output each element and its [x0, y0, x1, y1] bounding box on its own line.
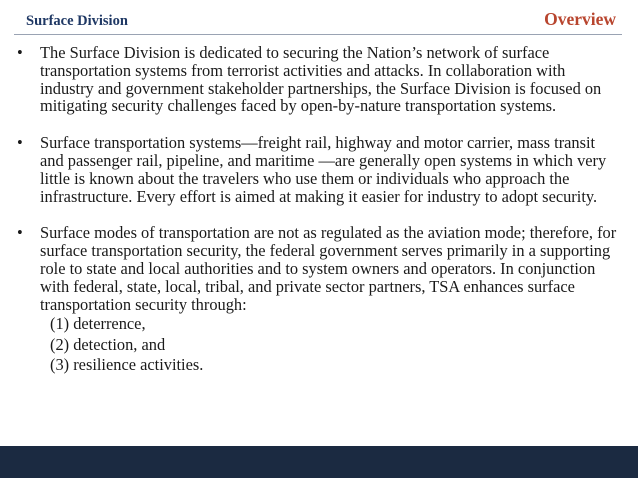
bullet-item [14, 44, 622, 115]
bullet-icon: • [17, 223, 23, 243]
bullet-item [14, 224, 622, 375]
header-divider [14, 34, 622, 35]
bullet-text: Surface transportation systems—freight rail, highway and motor carrier, mass transit and passenger rail, pipeline, and maritime —are generally open systems in which very little is known about the travelers who use them or individuals who approach the infrastructure. Every effort is aimed at making it easier for industry to adopt security. [40, 133, 607, 206]
bullet-item [14, 134, 622, 205]
sub-item-resilience: (3) resilience activities. [50, 355, 204, 375]
sub-item-detection: (2) detection, and [50, 334, 166, 354]
slide-title: Overview [544, 9, 616, 29]
bullet-icon: • [17, 43, 23, 62]
sub-item-deterrence: (1) deterrence, [50, 314, 146, 334]
bullet-text: Surface modes of transportation are not as regulated as the aviation mode; therefore, for surface transportation security, the federal government serves primarily in a supporting role to state and local authorities and to system owners and operators. In conjunction with federal, state, local, tribal, and private sector partners, TSA enhances surface transportation security through: [40, 223, 617, 314]
bullet-text: The Surface Division is dedicated to securing the Nation’s network of surface transportation systems from terrorist activities and attacks. In collaboration with industry and government stakeholder partnerships, the Surface Division is focused on mitigating security challenges faced by open-by-nature transportation systems. [40, 43, 602, 116]
footer-bar [0, 446, 638, 478]
sub-list [40, 314, 622, 376]
slide-header [0, 0, 638, 34]
bullet-icon: • [17, 133, 23, 153]
section-label: Surface Division [26, 13, 128, 29]
bullet-list [14, 44, 622, 395]
